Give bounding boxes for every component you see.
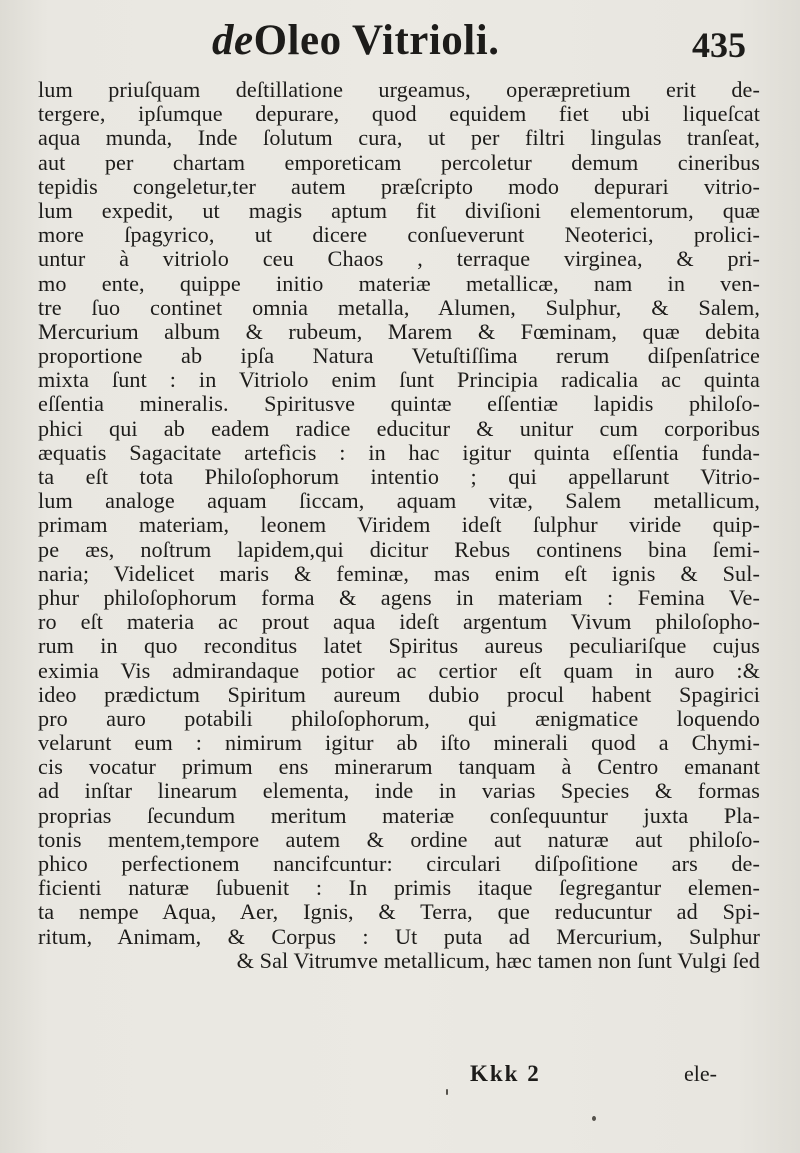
text-line: primam materiam, leonem Viridem ideſt ſulphur viride quip-	[38, 512, 760, 538]
text-line: ad inſtar linearum elementa, inde in varias Species & formas	[38, 778, 760, 804]
text-line: ideo prædictum Spiritum aureum dubio procul habent Spagirici	[38, 681, 760, 707]
text-line: ta nempe Aqua, Aer, Ignis, & Terra, que reducuntur ad Spi-	[38, 899, 760, 925]
page-header	[0, 14, 800, 70]
text-line: proprias ſecundum meritum materiæ conſequuntur juxta Pla-	[38, 802, 760, 828]
signature-mark: Kkk 2	[470, 1061, 541, 1086]
text-line: mixta ſunt : in Vitriolo enim ſunt Principia radicalia ac quinta	[38, 367, 760, 393]
text-line: tepidis congeletur,ter autem præſcripto modo depurari vitrio-	[38, 173, 760, 199]
catchword: ele-	[684, 1061, 717, 1086]
running-title	[212, 16, 499, 65]
body-text	[38, 78, 760, 973]
text-line: phur philoſophorum forma & agens in materiam : Femina Ve-	[38, 584, 760, 610]
text-line: tergere, ipſumque depurare, quod equidem fiet ubi liqueſcat	[38, 101, 760, 127]
text-line: velarunt eum : nimirum igitur ab iſto minerali quod a Chymi-	[38, 730, 760, 756]
text-line: Mercurium album & rubeum, Marem & Fœminam, quæ debita	[38, 318, 760, 344]
text-line: eximia Vis admirandaque potior ac certior eſt quam in auro :&	[38, 657, 760, 683]
text-line: eſſentia mineralis. Spiritusve quintæ eſſentiæ lapidis philoſo-	[38, 391, 760, 417]
text-line: rum in quo reconditus latet Spiritus aureus peculiariſque cujus	[38, 633, 760, 659]
text-line: tre ſuo continet omnia metalla, Alumen, Sulphur, & Salem,	[38, 294, 760, 320]
text-line: pe æs, noſtrum lapidem,qui dicitur Rebus continens bina ſemi-	[38, 536, 760, 562]
text-line: æquatis Sagacitate artefìcis : in hac igitur quinta eſſentia funda-	[38, 439, 760, 465]
text-line: more ſpagyrico, ut dicere conſueverunt Neoterici, prolici-	[38, 222, 760, 248]
text-line: lum expedit, ut magis aptum fit diviſioni elementorum, quæ	[38, 197, 760, 223]
text-line: aut per chartam emporeticam percoletur demum cineribus	[38, 149, 760, 175]
text-line: cis vocatur primum ens minerarum tanquam à Centro emanant	[38, 754, 760, 780]
ink-speck	[446, 1089, 448, 1095]
text-line: aqua munda, Inde ſolutum cura, ut per filtri lingulas tranſeat,	[38, 125, 760, 151]
text-line: untur à vitriolo ceu Chaos , terraque virginea, & pri-	[38, 246, 760, 272]
text-line: ritum, Animam, & Corpus : Ut puta ad Mercurium, Sulphur	[38, 923, 760, 949]
text-line: lum priuſquam deſtillatione urgeamus, operæpretium erit de-	[38, 77, 760, 102]
text-line: tonis mentem,tempore autem & ordine aut naturæ aut philoſo-	[38, 826, 760, 852]
text-line: ro eſt materia ac prout aqua ideſt argentum Vivum philoſopho-	[38, 609, 760, 635]
page-number: 435	[692, 25, 746, 65]
text-line: naria; Videlicet maris & feminæ, mas enim eſt ignis & Sul-	[38, 560, 760, 586]
text-line: phici qui ab eadem radice educitur & unitur cum corporibus	[38, 415, 760, 441]
text-line: phico perfectionem nancifcuntur: circulari diſpoſitione ars de-	[38, 851, 760, 876]
text-line: pro auro potabili philoſophorum, qui ænigmatice loquendo	[38, 705, 760, 731]
running-title-prefix: de	[212, 17, 254, 64]
text-line: ficienti naturæ ſubuenit : In primis itaque ſegregantur elemen-	[38, 875, 760, 901]
text-line: & Sal Vitrumve metallicum, hæc tamen non ſunt Vulgi ſed	[236, 947, 760, 973]
text-line: ta eſt tota Philoſophorum intentio ; qui appellarunt Vitrio-	[38, 464, 760, 489]
text-line: lum analoge aquam ſiccam, aquam vitæ, Salem metallicum,	[38, 488, 760, 514]
text-line: mo ente, quippe initio materiæ metallicæ, nam in ven-	[38, 270, 760, 296]
text-line: proportione ab ipſa Natura Vetuſtiſſima rerum diſpenſatrice	[38, 343, 760, 369]
running-title-main: Oleo Vitrioli.	[253, 17, 500, 64]
ink-speck	[592, 1116, 596, 1121]
